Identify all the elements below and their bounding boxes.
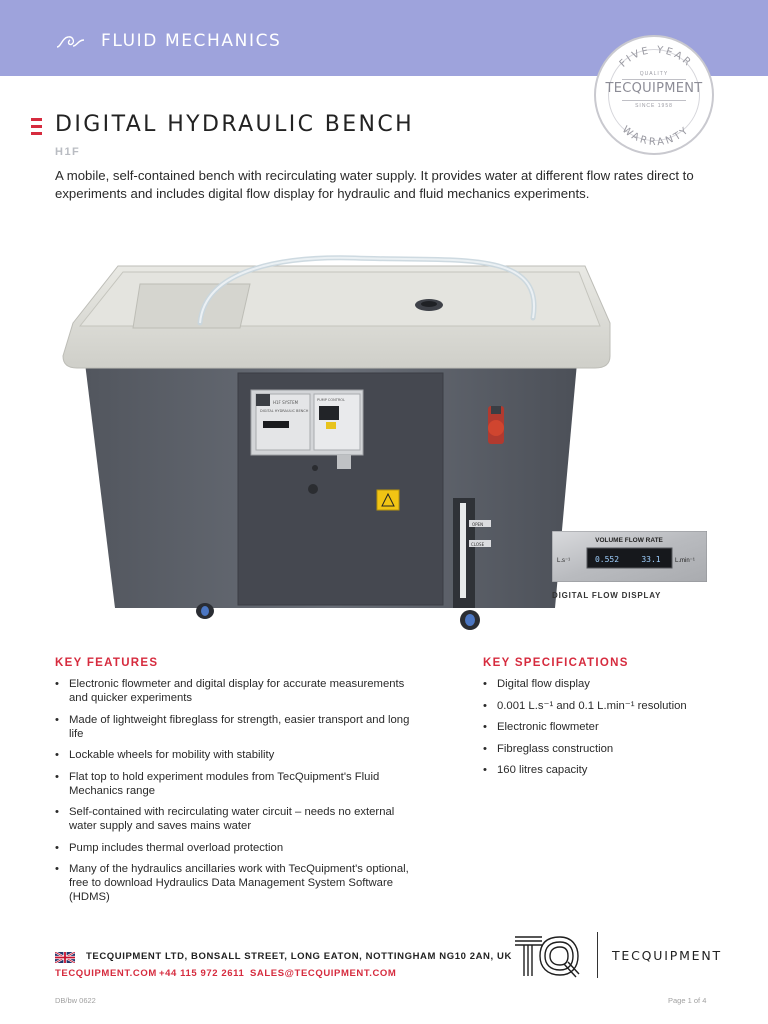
control-box-name: DIGITAL HYDRAULIC BENCH (260, 409, 309, 413)
badge-since: SINCE 1958 (635, 103, 673, 109)
key-features-list (55, 677, 425, 912)
badge-ring-text (596, 37, 716, 157)
flow-value-ls: 0.552 (594, 555, 620, 564)
key-features-heading: KEY FEATURES (55, 657, 159, 669)
flow-display-heading: VOLUME FLOW RATE (595, 537, 663, 544)
pump-control-label: PUMP CONTROL (317, 398, 346, 402)
digital-flow-display-photo (552, 531, 707, 582)
wave-icon (56, 34, 86, 50)
email-link[interactable]: SALES@TECQUIPMENT.COM (250, 968, 397, 979)
feature-item: • Pump includes thermal overload protection (55, 841, 425, 855)
tecquipment-wordmark: TECQUIPMENT (612, 948, 722, 963)
warranty-badge (594, 35, 714, 155)
specification-item: • Digital flow display (483, 677, 723, 691)
badge-divider-top (622, 79, 686, 80)
flow-display-caption: DIGITAL FLOW DISPLAY (552, 591, 662, 600)
flow-value-lmin: 33.1 (641, 555, 661, 564)
phone-link[interactable]: +44 115 972 2611 (159, 968, 245, 979)
company-address: TECQUIPMENT LTD, BONSALL STREET, LONG EATON, NOTTINGHAM NG10 2AN, UK (86, 951, 512, 962)
feature-item: • Flat top to hold experiment modules from TecQuipment's Fluid Mechanics range (55, 770, 425, 798)
feature-item: • Many of the hydraulics ancillaries work with TecQuipment's optional, free to download Hydraulics Data Management System Software (HDMS) (55, 862, 425, 904)
feature-item: • Made of lightweight fibreglass for strength, easier transport and long life (55, 713, 425, 741)
page-number: Page 1 of 4 (668, 996, 707, 1005)
control-box-model: H1F SYSTEM (273, 400, 299, 405)
open-label: OPEN (472, 522, 484, 527)
feature-item: • Electronic flowmeter and digital display for accurate measurements and quicker experiments (55, 677, 425, 705)
specification-item: • Fibreglass construction (483, 742, 723, 756)
feature-item: • Lockable wheels for mobility with stability (55, 748, 425, 762)
volumetric-tank (133, 284, 250, 328)
product-code: H1F (55, 146, 81, 158)
badge-brand: TECQUIPMENT (605, 81, 703, 96)
tecquipment-logo-icon (514, 934, 580, 978)
badge-quality: QUALITY (639, 71, 669, 77)
uk-flag-icon (55, 952, 75, 963)
badge-top-text: FIVE YEAR (617, 44, 695, 70)
specification-item: • Electronic flowmeter (483, 720, 723, 734)
product-title: DIGITAL HYDRAULIC BENCH (55, 112, 415, 137)
specification-item: • 0.001 L.s⁻¹ and 0.1 L.min⁻¹ resolution (483, 699, 723, 713)
product-description: A mobile, self-contained bench with recirculating water supply. It provides water at different flow rates direct to experiments and includes digital flow display for hydraulic and fluid mechanics experiments. (55, 168, 694, 201)
specification-item: • 160 litres capacity (483, 763, 723, 777)
key-specifications-list (483, 677, 723, 785)
logo-divider (597, 932, 598, 978)
close-label: CLOSE (471, 542, 485, 547)
badge-divider-bottom (622, 100, 686, 101)
website-link[interactable]: TECQUIPMENT.COM (55, 968, 157, 979)
flow-unit-lmin: L.min⁻¹ (675, 558, 695, 564)
flow-unit-ls: L.s⁻¹ (557, 558, 571, 564)
document-reference: DB/bw 0622 (55, 996, 96, 1005)
section-title: FLUID MECHANICS (101, 31, 282, 51)
title-marker (31, 118, 42, 135)
key-specifications-heading: KEY SPECIFICATIONS (483, 657, 629, 669)
badge-bottom-text: WARRANTY (619, 124, 693, 149)
feature-item: • Self-contained with recirculating water circuit – needs no external water supply and saves mains water (55, 805, 425, 833)
